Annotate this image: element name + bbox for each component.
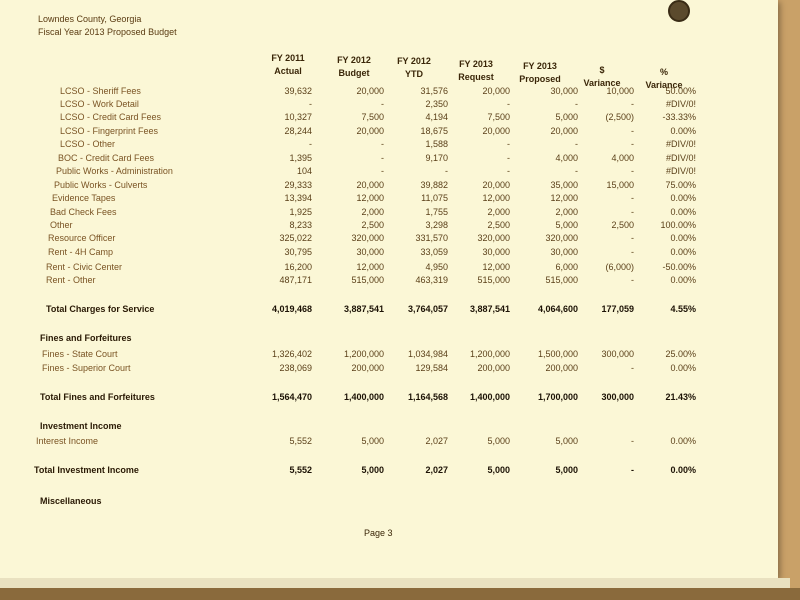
cell-value: 2,000 (555, 207, 578, 217)
cell-value: 10,000 (606, 86, 634, 96)
page-stack-edge (0, 578, 790, 588)
cell-value: 2,500 (611, 220, 634, 230)
cell-value: #DIV/0! (665, 153, 696, 163)
cell-value: 4,194 (425, 112, 448, 122)
cell-value: 30,000 (356, 247, 384, 257)
cell-value: 4,000 (555, 153, 578, 163)
column-header: FY 2013 Request (458, 59, 494, 82)
cell-value: 5,552 (289, 465, 312, 475)
cell-value: 0.00% (670, 363, 696, 373)
cell-value: 1,500,000 (537, 349, 578, 359)
cell-value: 5,000 (555, 436, 578, 446)
cell-value: 12,000 (482, 262, 510, 272)
cell-value: 1,925 (289, 207, 312, 217)
table-row (0, 139, 778, 153)
cell-value: 1,755 (425, 207, 448, 217)
cell-value: 30,795 (284, 247, 312, 257)
cell-value: - (575, 139, 578, 149)
cell-value: 1,200,000 (343, 349, 384, 359)
cell-value: #DIV/0! (665, 139, 696, 149)
cell-value: 3,298 (425, 220, 448, 230)
cell-value: 320,000 (477, 233, 510, 243)
cell-value: 1,400,000 (343, 392, 384, 402)
cell-value: -50.00% (662, 262, 696, 272)
cell-value: 515,000 (351, 275, 384, 285)
binder-hole (668, 0, 690, 22)
cell-value: 4,064,600 (537, 304, 578, 314)
cell-value: 2,027 (425, 436, 448, 446)
cell-value: - (631, 363, 634, 373)
cell-value: - (631, 465, 634, 475)
table-row (0, 220, 778, 234)
cell-value: - (309, 139, 312, 149)
table-row (0, 349, 778, 363)
cell-value: 2,500 (361, 220, 384, 230)
cell-value: 5,000 (555, 112, 578, 122)
cell-value: 30,000 (482, 247, 510, 257)
column-header: % Variance (645, 67, 683, 90)
column-header: $ Variance (583, 65, 621, 88)
total-row (0, 392, 778, 406)
cell-value: (2,500) (605, 112, 634, 122)
cell-value: 33,059 (420, 247, 448, 257)
row-label: Other (50, 220, 73, 230)
cell-value: 5,000 (487, 436, 510, 446)
cell-value: 20,000 (482, 126, 510, 136)
cell-value: 5,000 (361, 465, 384, 475)
cell-value: 4.55% (670, 304, 696, 314)
cell-value: 0.00% (670, 126, 696, 136)
cell-value: - (381, 153, 384, 163)
column-header: FY 2011 Actual (271, 53, 305, 76)
budget-subtitle: Fiscal Year 2013 Proposed Budget (38, 27, 177, 37)
cell-value: - (631, 247, 634, 257)
row-label: Public Works - Culverts (54, 180, 148, 190)
total-row (0, 304, 778, 318)
cell-value: 20,000 (550, 126, 578, 136)
table-row (0, 436, 778, 450)
cell-value: 0.00% (670, 233, 696, 243)
cell-value: - (631, 207, 634, 217)
county-title: Lowndes County, Georgia (38, 14, 142, 24)
cell-value: 30,000 (550, 86, 578, 96)
row-label: LCSO - Sheriff Fees (60, 86, 141, 96)
cell-value: 13,394 (284, 193, 312, 203)
cell-value: 1,034,984 (407, 349, 448, 359)
cell-value: 2,500 (487, 220, 510, 230)
cell-value: 12,000 (550, 193, 578, 203)
row-label: Resource Officer (48, 233, 116, 243)
cell-value: 100.00% (660, 220, 696, 230)
cell-value: 3,887,541 (469, 304, 510, 314)
cell-value: 15,000 (606, 180, 634, 190)
cell-value: 1,588 (425, 139, 448, 149)
table-row (0, 262, 778, 276)
cell-value: #DIV/0! (665, 99, 696, 109)
cell-value: - (631, 233, 634, 243)
cell-value: 0.00% (670, 436, 696, 446)
cell-value: 1,395 (289, 153, 312, 163)
cell-value: 39,882 (420, 180, 448, 190)
row-label: Interest Income (36, 436, 99, 446)
cell-value: 2,000 (361, 207, 384, 217)
cell-value: - (631, 193, 634, 203)
cell-value: 1,200,000 (469, 349, 510, 359)
cell-value: 3,887,541 (343, 304, 384, 314)
cell-value: - (507, 139, 510, 149)
cell-value: 1,164,568 (407, 392, 448, 402)
cell-value: 31,576 (420, 86, 448, 96)
cell-value: 5,000 (487, 465, 510, 475)
cell-value: 320,000 (545, 233, 578, 243)
table-row (0, 193, 778, 207)
cell-value: 1,564,470 (271, 392, 312, 402)
cell-value: 0.00% (670, 275, 696, 285)
section-heading: Fines and Forfeitures (40, 333, 132, 343)
table-row (0, 363, 778, 377)
cell-value: 4,019,468 (271, 304, 312, 314)
cell-value: - (631, 275, 634, 285)
cell-value: 5,000 (555, 220, 578, 230)
cell-value: - (631, 139, 634, 149)
cell-value: 3,764,057 (407, 304, 448, 314)
cell-value: - (309, 99, 312, 109)
cell-value: 2,027 (425, 465, 448, 475)
table-row (0, 233, 778, 247)
cell-value: 20,000 (482, 180, 510, 190)
cell-value: 325,022 (279, 233, 312, 243)
cell-value: - (631, 99, 634, 109)
cell-value: 200,000 (351, 363, 384, 373)
cell-value: 320,000 (351, 233, 384, 243)
table-row (0, 247, 778, 261)
cell-value: 12,000 (356, 193, 384, 203)
row-label: BOC - Credit Card Fees (58, 153, 155, 163)
cell-value: 5,552 (289, 436, 312, 446)
cell-value: 1,700,000 (537, 392, 578, 402)
cell-value: 0.00% (670, 247, 696, 257)
table-row (0, 207, 778, 221)
row-label: Rent - Other (46, 275, 96, 285)
cell-value: 4,000 (611, 153, 634, 163)
row-label: Public Works - Administration (56, 166, 173, 176)
row-label: LCSO - Fingerprint Fees (60, 126, 159, 136)
cell-value: - (631, 126, 634, 136)
cell-value: - (631, 166, 634, 176)
table-row (0, 112, 778, 126)
cell-value: 487,171 (279, 275, 312, 285)
row-label: Fines - Superior Court (42, 363, 131, 373)
cell-value: 28,244 (284, 126, 312, 136)
cell-value: 238,069 (279, 363, 312, 373)
cell-value: 50.00% (665, 86, 696, 96)
row-label: Total Charges for Service (46, 304, 155, 314)
cell-value: 1,400,000 (469, 392, 510, 402)
section-heading: Investment Income (40, 421, 122, 431)
cell-value: 300,000 (601, 392, 634, 402)
row-label: Total Fines and Forfeitures (40, 392, 155, 402)
row-label: Evidence Tapes (52, 193, 116, 203)
cell-value: 20,000 (356, 180, 384, 190)
cell-value: - (507, 166, 510, 176)
cell-value: 6,000 (555, 262, 578, 272)
cell-value: 12,000 (482, 193, 510, 203)
cell-value: - (381, 139, 384, 149)
cell-value: 30,000 (550, 247, 578, 257)
table-row (0, 166, 778, 180)
row-label: LCSO - Work Detail (60, 99, 139, 109)
cell-value: 8,233 (289, 220, 312, 230)
table-row (0, 86, 778, 100)
cell-value: 29,333 (284, 180, 312, 190)
cell-value: 35,000 (550, 180, 578, 190)
cell-value: (6,000) (605, 262, 634, 272)
row-label: Total Investment Income (34, 465, 139, 475)
cell-value: 0.00% (670, 193, 696, 203)
cell-value: 2,350 (425, 99, 448, 109)
desk-surface (0, 588, 800, 600)
cell-value: 20,000 (356, 126, 384, 136)
cell-value: - (445, 166, 448, 176)
cell-value: 0.00% (670, 465, 696, 475)
row-label: Rent - 4H Camp (48, 247, 114, 257)
column-header: FY 2013 Proposed (519, 61, 561, 84)
cell-value: 129,584 (415, 363, 448, 373)
cell-value: 25.00% (665, 349, 696, 359)
cell-value: -33.33% (662, 112, 696, 122)
cell-value: 4,950 (425, 262, 448, 272)
cell-value: 331,570 (415, 233, 448, 243)
cell-value: #DIV/0! (665, 166, 696, 176)
cell-value: - (381, 166, 384, 176)
cell-value: 515,000 (545, 275, 578, 285)
cell-value: 463,319 (415, 275, 448, 285)
row-label: LCSO - Other (60, 139, 116, 149)
cell-value: 9,170 (425, 153, 448, 163)
row-label: Bad Check Fees (50, 207, 117, 217)
cell-value: 12,000 (356, 262, 384, 272)
table-row (0, 153, 778, 167)
table-row (0, 275, 778, 289)
cell-value: 515,000 (477, 275, 510, 285)
cell-value: 5,000 (555, 465, 578, 475)
cell-value: 0.00% (670, 207, 696, 217)
column-header: FY 2012 YTD (397, 56, 431, 79)
cell-value: - (507, 153, 510, 163)
cell-value: - (381, 99, 384, 109)
section-heading: Miscellaneous (40, 496, 102, 506)
cell-value: 11,075 (421, 193, 448, 203)
cell-value: 7,500 (487, 112, 510, 122)
cell-value: 5,000 (361, 436, 384, 446)
cell-value: 10,327 (284, 112, 312, 122)
row-label: LCSO - Credit Card Fees (60, 112, 162, 122)
cell-value: 300,000 (601, 349, 634, 359)
cell-value: 16,200 (284, 262, 312, 272)
cell-value: 177,059 (601, 304, 634, 314)
total-row (0, 465, 778, 479)
cell-value: 21.43% (665, 392, 696, 402)
cell-value: 200,000 (545, 363, 578, 373)
cell-value: 2,000 (487, 207, 510, 217)
cell-value: 7,500 (361, 112, 384, 122)
table-row (0, 99, 778, 113)
cell-value: - (575, 166, 578, 176)
cell-value: 104 (296, 166, 312, 176)
cell-value: 20,000 (482, 86, 510, 96)
row-label: Fines - State Court (42, 349, 118, 359)
row-label: Rent - Civic Center (46, 262, 123, 272)
column-header: FY 2012 Budget (337, 55, 371, 78)
cell-value: 1,326,402 (271, 349, 312, 359)
cell-value: - (575, 99, 578, 109)
table-row (0, 126, 778, 140)
cell-value: 20,000 (356, 86, 384, 96)
table-row (0, 180, 778, 194)
page-number: Page 3 (364, 528, 393, 538)
cell-value: 18,675 (420, 126, 448, 136)
cell-value: 39,632 (284, 86, 312, 96)
cell-value: 200,000 (477, 363, 510, 373)
cell-value: 75.00% (665, 180, 696, 190)
cell-value: - (631, 436, 634, 446)
cell-value: - (507, 99, 510, 109)
